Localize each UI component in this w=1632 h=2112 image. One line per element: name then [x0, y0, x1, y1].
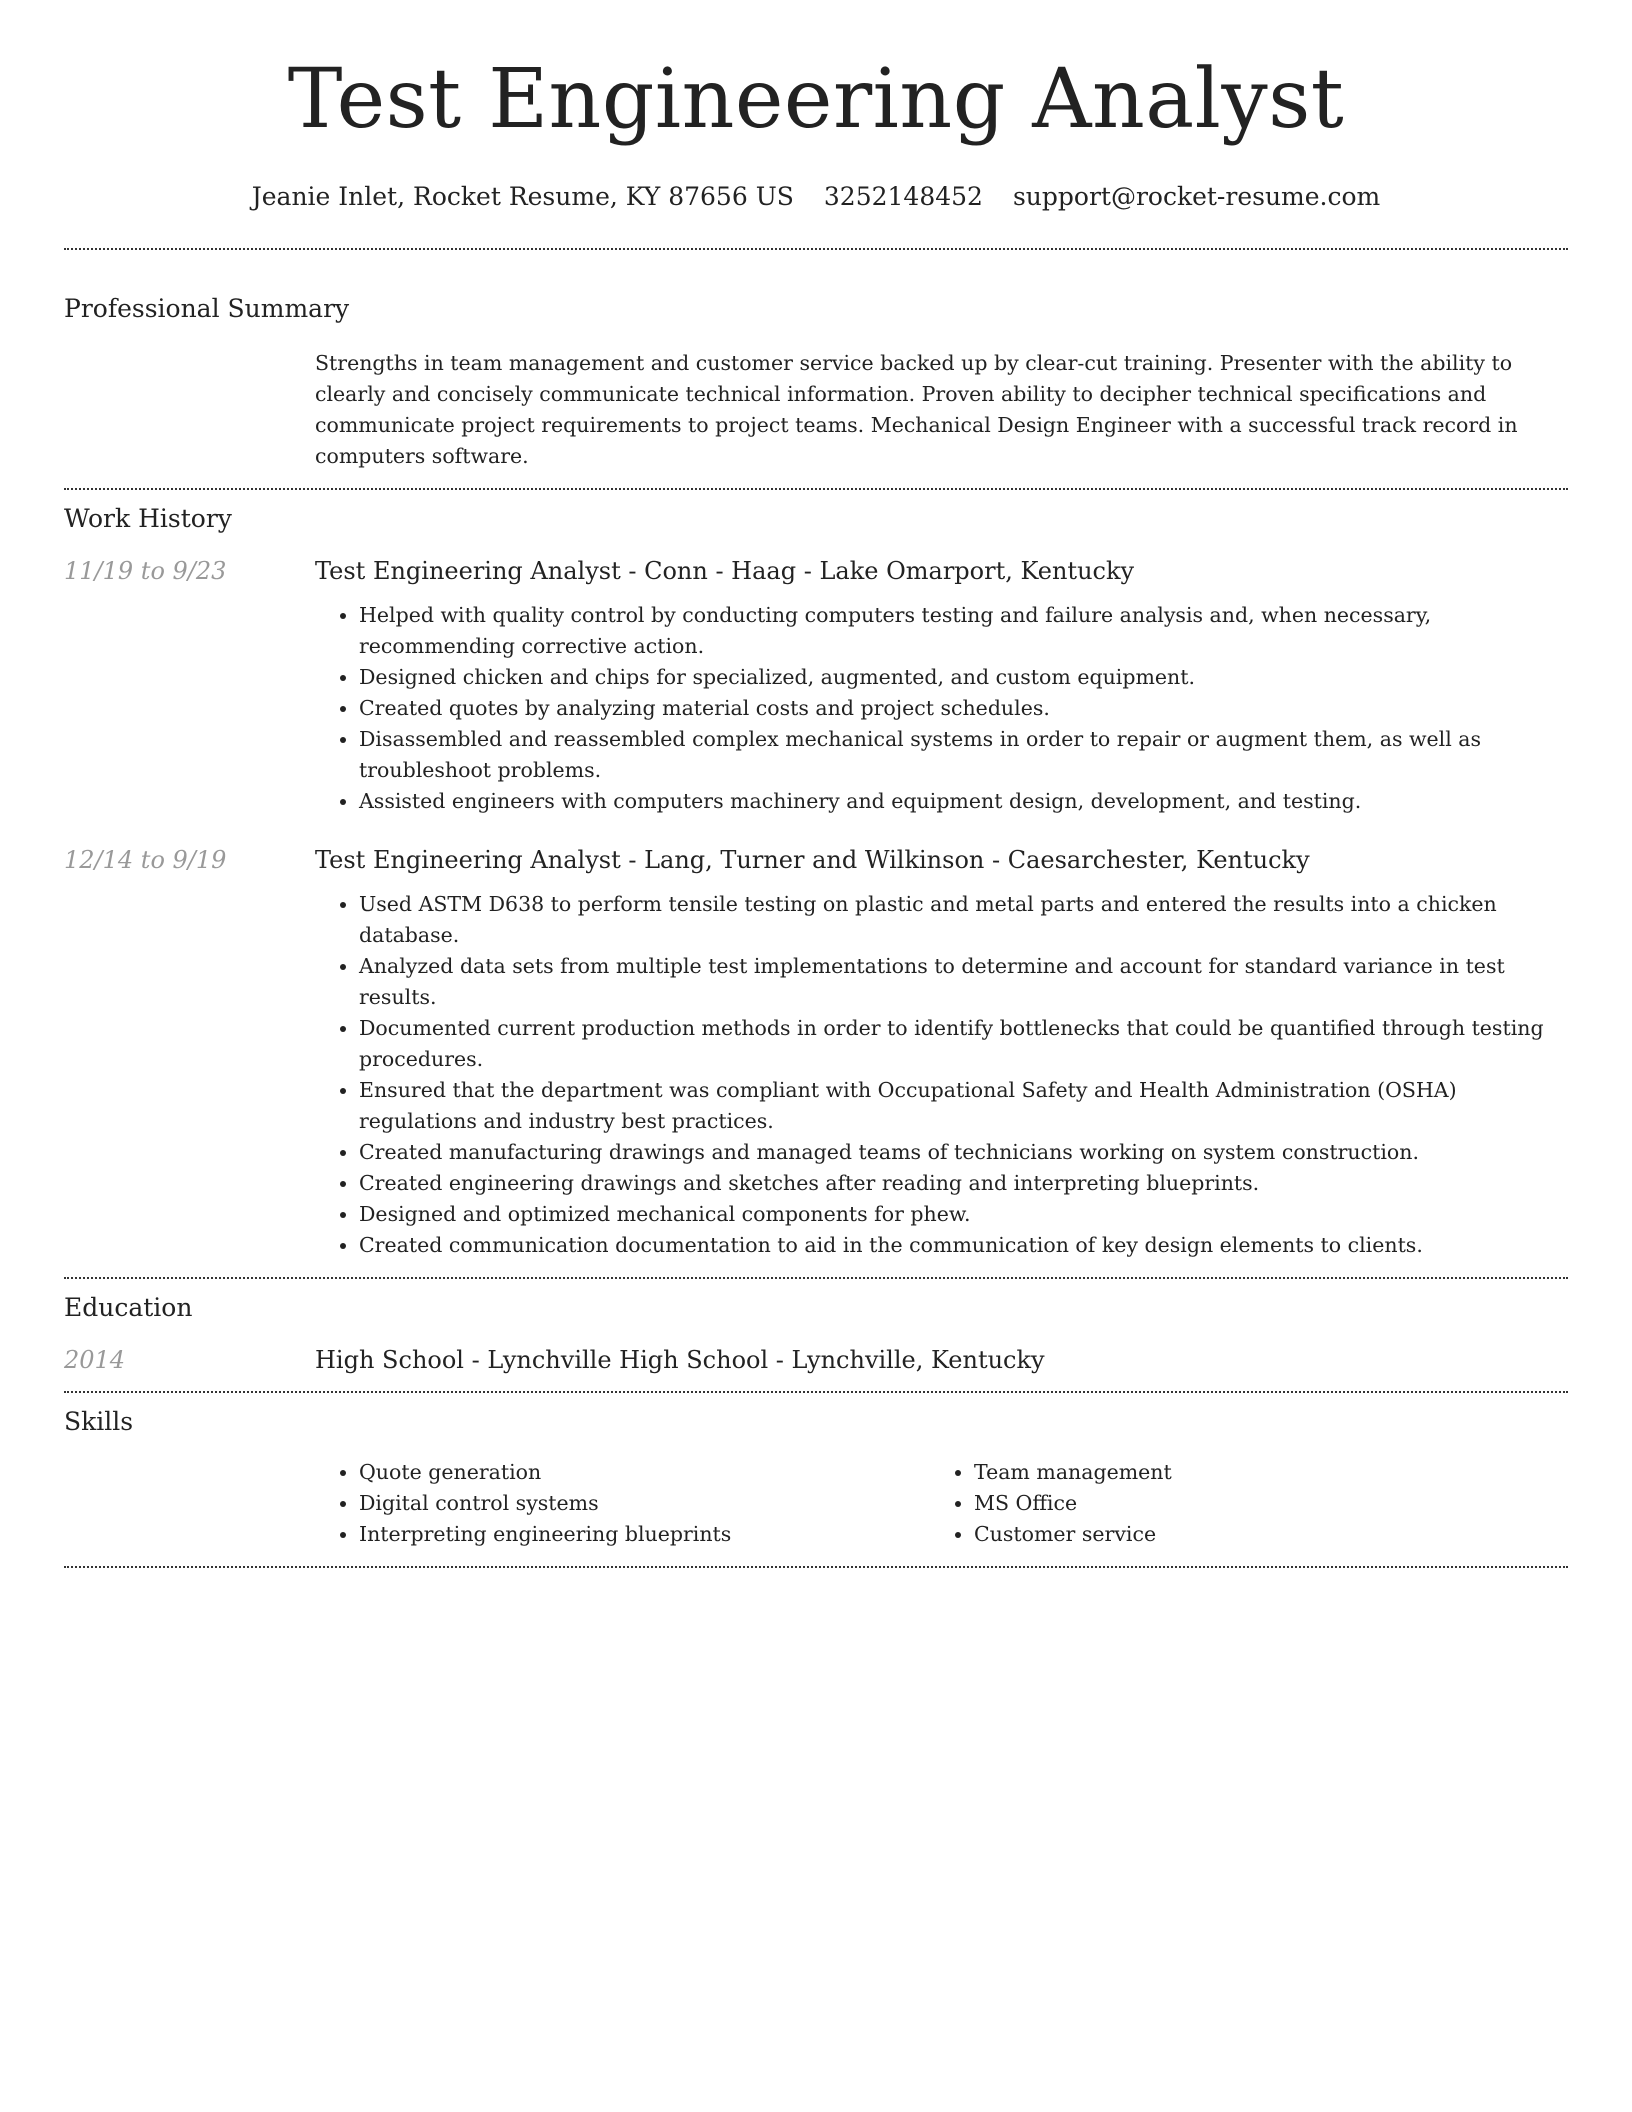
- summary-text: Strengths in team management and customer service backed up by clear-cut training. Presenter with the ability to clearly and concisely communicate technical information. Proven ability to decipher technical specifications and communicate project requirements to project teams. Mechanical Design Engineer with a successful track record in computers software.: [315, 351, 1518, 468]
- list-item: • Created engineering drawings and sketches after reading and interpreting blueprints.: [359, 1168, 1568, 1199]
- list-item: • Disassembled and reassembled complex mechanical systems in order to repair or augment them, as well as troubleshoot problems.: [359, 724, 1568, 786]
- job-details: - Lang, Turner and Wilkinson - Caesarchester, Kentucky: [620, 846, 1310, 874]
- list-item: • Created quotes by analyzing material costs and project schedules.: [359, 693, 1568, 724]
- contact-phone: 3252148452: [823, 182, 983, 211]
- skills-column-left: [315, 1457, 930, 1550]
- job-entry: [64, 556, 1568, 817]
- skills-list: [315, 1457, 1568, 1550]
- skills-section-title: Skills: [64, 1407, 134, 1436]
- skills-column-right: [930, 1457, 1545, 1550]
- education-section-title: Education: [64, 1293, 193, 1322]
- list-item: • Documented current production methods in order to identify bottlenecks that could be quantified through testing procedures.: [359, 1013, 1568, 1075]
- education-entry: [64, 1345, 1568, 1375]
- list-item: • Digital control systems: [359, 1488, 930, 1519]
- job-entry: [64, 845, 1568, 1261]
- section-divider: [64, 1391, 1568, 1393]
- job-details: - Conn - Haag - Lake Omarport, Kentucky: [620, 557, 1135, 585]
- list-item: • Created manufacturing drawings and managed teams of technicians working on system construction.: [359, 1137, 1568, 1168]
- list-item: • Analyzed data sets from multiple test implementations to determine and account for standard variance in test results.: [359, 951, 1568, 1013]
- list-item: • Designed and optimized mechanical components for phew.: [359, 1199, 1568, 1230]
- job-dates: 11/19 to 9/23: [64, 557, 227, 585]
- contact-line: [64, 182, 1568, 212]
- education-year: 2014: [64, 1346, 126, 1374]
- job-bullets: [315, 889, 1568, 1261]
- section-divider: [64, 1277, 1568, 1279]
- resume-header: [64, 0, 1568, 212]
- list-item: • Quote generation: [359, 1457, 930, 1488]
- job-dates: 12/14 to 9/19: [64, 846, 227, 874]
- header-divider: [64, 248, 1568, 250]
- summary-row: [64, 324, 1568, 472]
- list-item: • Interpreting engineering blueprints: [359, 1519, 930, 1550]
- list-item: • Ensured that the department was compliant with Occupational Safety and Health Administration (OSHA) regulations and industry best practices.: [359, 1075, 1568, 1137]
- contact-email: support@rocket-resume.com: [1012, 182, 1381, 211]
- list-item: • Helped with quality control by conducting computers testing and failure analysis and, when necessary, recommending corrective action.: [359, 600, 1568, 662]
- list-item: • Used ASTM D638 to perform tensile testing on plastic and metal parts and entered the results into a chicken database.: [359, 889, 1568, 951]
- skills-row: [64, 1437, 1568, 1550]
- education-details: High School - Lynchville High School - Lynchville, Kentucky: [315, 1346, 1045, 1374]
- list-item: • Assisted engineers with computers machinery and equipment design, development, and testing.: [359, 786, 1568, 817]
- list-item: • Designed chicken and chips for specialized, augmented, and custom equipment.: [359, 662, 1568, 693]
- job-title: [315, 845, 1568, 875]
- resume-page: [64, 0, 1568, 1568]
- list-item: • Team management: [974, 1457, 1545, 1488]
- job-role: Test Engineering Analyst: [315, 557, 621, 585]
- contact-address: Jeanie Inlet, Rocket Resume, KY 87656 US: [251, 182, 794, 211]
- work-history-section-title: Work History: [64, 504, 232, 533]
- list-item: • Created communication documentation to aid in the communication of key design elements to clients.: [359, 1230, 1568, 1261]
- summary-section-title: Professional Summary: [64, 294, 350, 323]
- list-item: • Customer service: [974, 1519, 1545, 1550]
- candidate-name: Test Engineering Analyst: [287, 52, 1345, 147]
- job-bullets: [315, 600, 1568, 817]
- list-item: • MS Office: [974, 1488, 1545, 1519]
- section-divider: [64, 1566, 1568, 1568]
- job-title: [315, 556, 1568, 586]
- section-divider: [64, 488, 1568, 490]
- job-role: Test Engineering Analyst: [315, 846, 621, 874]
